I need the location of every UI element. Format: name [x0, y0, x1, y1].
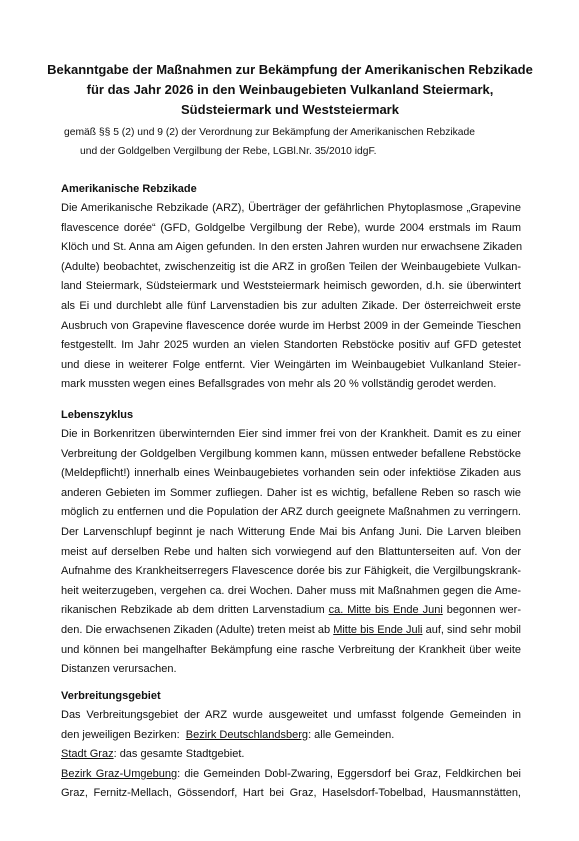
underlined-date-range: ca. Mitte bis Ende Juni [328, 604, 443, 617]
paragraph-line [61, 765, 521, 785]
legal-basis-line: gemäß §§ 5 (2) und 9 (2) der Verordnung zur Bekämpfung der Amerikanischen Rebzikade [64, 127, 475, 138]
paragraph-line: Graz, Fernitz-Mellach, Gössendorf, Hart bei Graz, Haselsdorf-Tobelbad, Hausmannstätten, [61, 787, 521, 800]
section-amerikanische-rebzikade [61, 180, 521, 395]
paragraph-line: Die in Borkenritzen überwinternden Eier sind immer frei von der Krankheit. Damit es zu einer [61, 428, 521, 440]
text-fragment: den. Die erwachsenen Zikaden (Adulte) treten meist ab [61, 623, 331, 636]
paragraph-line: (Meldepflicht!) innerhalb eines Weinbaugebietes vorhanden sein oder infektiöse Zikaden aus [61, 467, 521, 480]
district-name: Bezirk Deutschlandsberg [185, 728, 309, 741]
paragraph-line: möglich zu entfernen und die Population der ARZ durch geeignete Maßnahmen zu verringern. [61, 506, 521, 519]
text-fragment: : das gesamte Stadtgebiet. [113, 748, 245, 761]
paragraph-line [61, 726, 521, 746]
underlined-date-range: Mitte bis Ende Juli [333, 623, 423, 636]
text-fragment: : die Gemeinden Dobl-Zwaring, Eggersdorf bei Graz, Feldkirchen bei [177, 767, 522, 780]
paragraph-line: Ausbruch von Grapevine flavescence dorée wurde im Herbst 2009 in der Gemeinde Tieschen [61, 319, 521, 332]
paragraph-line: mark mussten wegen eines Befallsgrades von mehr als 20 % vollständig gerodet werden. [61, 378, 497, 391]
paragraph-line: land Steiermark, Südsteiermark und Weststeiermark heimisch geworden, d.h. sie überwintert [61, 280, 521, 293]
legal-basis-line: und der Goldgelben Vergilbung der Rebe, LGBl.Nr. 35/2010 idgF. [80, 146, 377, 157]
paragraph-line [61, 621, 521, 641]
section-heading: Verbreitungsgebiet [61, 690, 161, 702]
paragraph-line: und diese in weiterer Folge entfernt. Vier Weingärten im Weinbaugebiet Vulkanland Steier- [61, 358, 521, 371]
district-name: Bezirk Graz-Umgebung [61, 767, 178, 780]
paragraph-line: anderen Gebieten im Sommer zufliegen. Daher ist es wichtig, befallene Reben so rasch wie [61, 486, 521, 499]
text-fragment: begonnen wer- [446, 604, 521, 617]
section-heading: Amerikanische Rebzikade [61, 183, 197, 195]
paragraph-line: heit weiterzugeben, vergehen ca. drei Wochen. Daher muss mit Maßnahmen gegen die Ame- [61, 584, 521, 597]
paragraph-line: festgestellt. Im Jahr 2025 wurden an vielen Standorten Rebstöcke positiv auf GFD getestet [61, 339, 521, 352]
text-fragment: : alle Gemeinden. [308, 728, 395, 741]
paragraph-line [61, 745, 521, 765]
title-line: Südsteiermark und Weststeiermark [181, 102, 399, 117]
text-fragment: rikanischen Rebzikade ab dem dritten Larvenstadium [61, 604, 325, 617]
paragraph-line: Aufnahme des Krankheitserregers Flavescence dorée bis zur Fähigkeit, die Vergilbungskrank- [61, 565, 521, 578]
section-verbreitungsgebiet [61, 687, 521, 804]
title-line: für das Jahr 2026 in den Weinbaugebieten Vulkanland Steiermark, [86, 82, 494, 97]
section-lebenszyklus [61, 406, 521, 680]
text-fragment: auf, sind sehr mobil [425, 623, 521, 636]
section-heading: Lebenszyklus [61, 409, 134, 421]
text-fragment: den jeweiligen Bezirken: [61, 728, 180, 741]
paragraph-line: Das Verbreitungsgebiet der ARZ wurde ausgeweitet und umfasst folgende Gemeinden in [61, 709, 521, 721]
paragraph-line: Die Amerikanische Rebzikade (ARZ), Überträger der gefährlichen Phytoplasmose „Grapevine [61, 202, 521, 214]
paragraph-line: Klöch und St. Anna am Aigen gefunden. In den ersten Jahren wurden nur erwachsene Zikaden [61, 241, 523, 254]
paragraph-line: Distanzen verursachen. [61, 663, 177, 676]
paragraph-line: flavescence dorée“ (GFD, Goldgelbe Vergilbung der Rebe), wurde 2004 erstmals im Raum [61, 221, 521, 234]
paragraph-line: Verbreitung der Goldgelben Vergilbung kommen kann, müssen entweder befallene Rebstöcke [61, 447, 521, 460]
document-title [40, 60, 540, 120]
paragraph-line: Der Larvenschlupf beginnt je nach Witterung Ende Mai bis Anfang Juni. Die Larven bleiben [61, 525, 521, 538]
paragraph-line: und können bei mangelhafter Bekämpfung eine rasche Verbreitung der Krankheit über weite [61, 643, 521, 656]
title-line: Bekanntgabe der Maßnahmen zur Bekämpfung der Amerikanischen Rebzikade [47, 62, 533, 77]
paragraph-line: (Adulte) beobachtet, zwischenzeitig ist die ARZ in großen Teilen der Weinbaugebiete Vulkan- [61, 260, 521, 273]
paragraph-line: als Ei und durchlebt alle fünf Larvenstadien bis zur adulten Zikade. Der österreichweit erste [61, 299, 521, 312]
district-name: Stadt Graz [61, 748, 114, 761]
paragraph-line: meist auf derselben Rebe und halten sich vorwiegend auf den Blattunterseiten auf. Von der [61, 545, 521, 558]
legal-basis [0, 123, 579, 161]
paragraph-line [61, 601, 521, 621]
